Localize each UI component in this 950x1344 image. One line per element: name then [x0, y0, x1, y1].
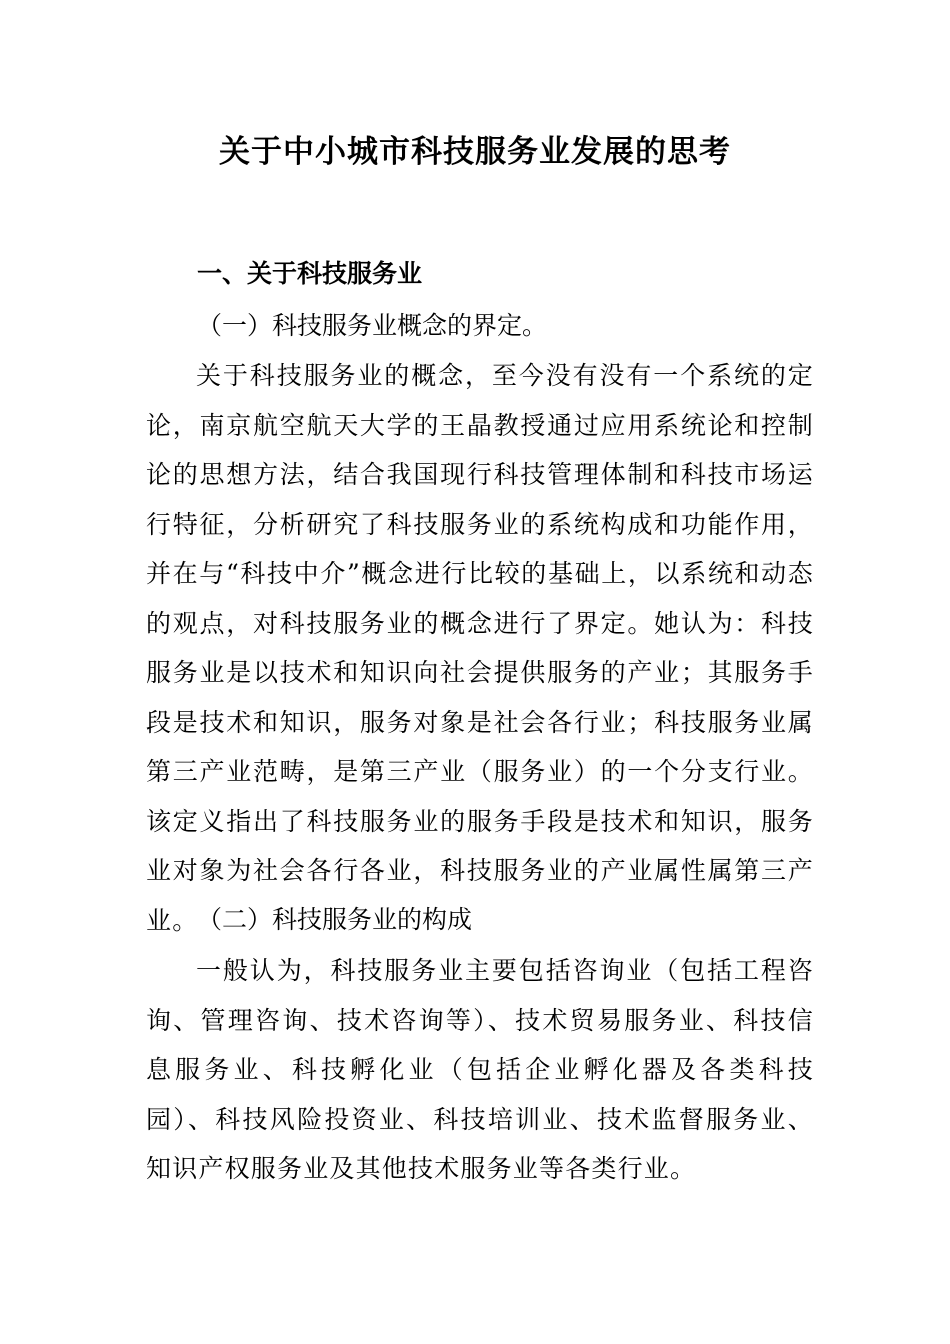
paragraph-composition: 一般认为，科技服务业主要包括咨询业（包括工程咨询、管理咨询、技术咨询等）、技术贸易服务业、科技信息服务业、科技孵化业（包括企业孵化器及各类科技园）、科技风险投资业、科技培训业、技术监督服务业、知识产权服务业及其他技术服务业等各类行业。	[146, 956, 814, 1183]
section-heading: 一、关于科技服务业	[197, 259, 423, 288]
sub-heading-composition: （二）科技服务业的构成	[197, 905, 473, 934]
sub-heading-definition: （一）科技服务业概念的界定。	[197, 311, 548, 340]
page-title: 关于中小城市科技服务业发展的思考	[219, 134, 731, 170]
paragraph-definition: 关于科技服务业的概念，至今没有没有一个系统的定论，南京航空航天大学的王晶教授通过应用系统论和控制论的思想方法，结合我国现行科技管理体制和科技市场运行特征，分析研究了科技服务业的系统构成和功能作用，并在与“科技中介”概念进行比较的基础上，以系统和动态的观点，对科技服务业的概念进行了界定。她认为：科技服务业是以技术和知识向社会提供服务的产业；其服务手段是技术和知识，服务对象是社会各行业；科技服务业属第三产业范畴，是第三产业（服务业）的一个分支行业。该定义指出了科技服务业的服务手段是技术和知识，服务业对象为社会各行各业，科技服务业的产业属性属第三产业。	[146, 361, 814, 935]
